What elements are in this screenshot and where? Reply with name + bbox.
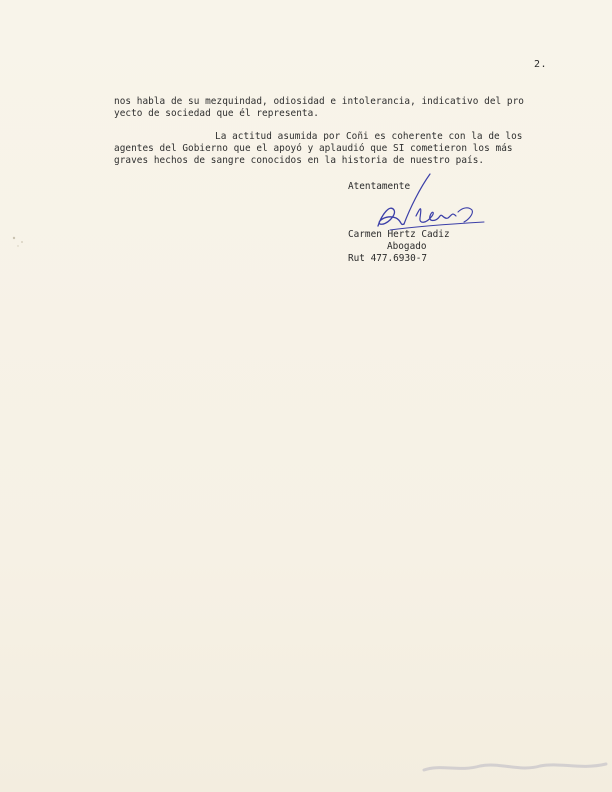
page-number: 2. [534,59,548,70]
paragraph-2-line-3: graves hechos de sangre conocidos en la historia de nuestro país. [114,155,485,166]
paragraph-1-line-2: yecto de sociedad que él representa. [114,108,319,119]
paragraph-2-line-2: agentes del Gobierno que el apoyó y aplaudió que SI cometieron los más [114,143,513,154]
signer-rut: Rut 477.6930-7 [348,253,428,264]
signer-name: Carmen Hertz Cadiz [348,229,450,240]
signer-title: Abogado [387,241,427,252]
paragraph-1-line-1: nos habla de su mezquindad, odiosidad e intolerancia, indicativo del pro [114,96,524,107]
faded-archive-stamp [420,752,610,782]
paragraph-2-line-1: La actitud asumida por Coñi es coherente con la de los [215,131,523,142]
closing-salutation: Atentamente [348,181,411,192]
